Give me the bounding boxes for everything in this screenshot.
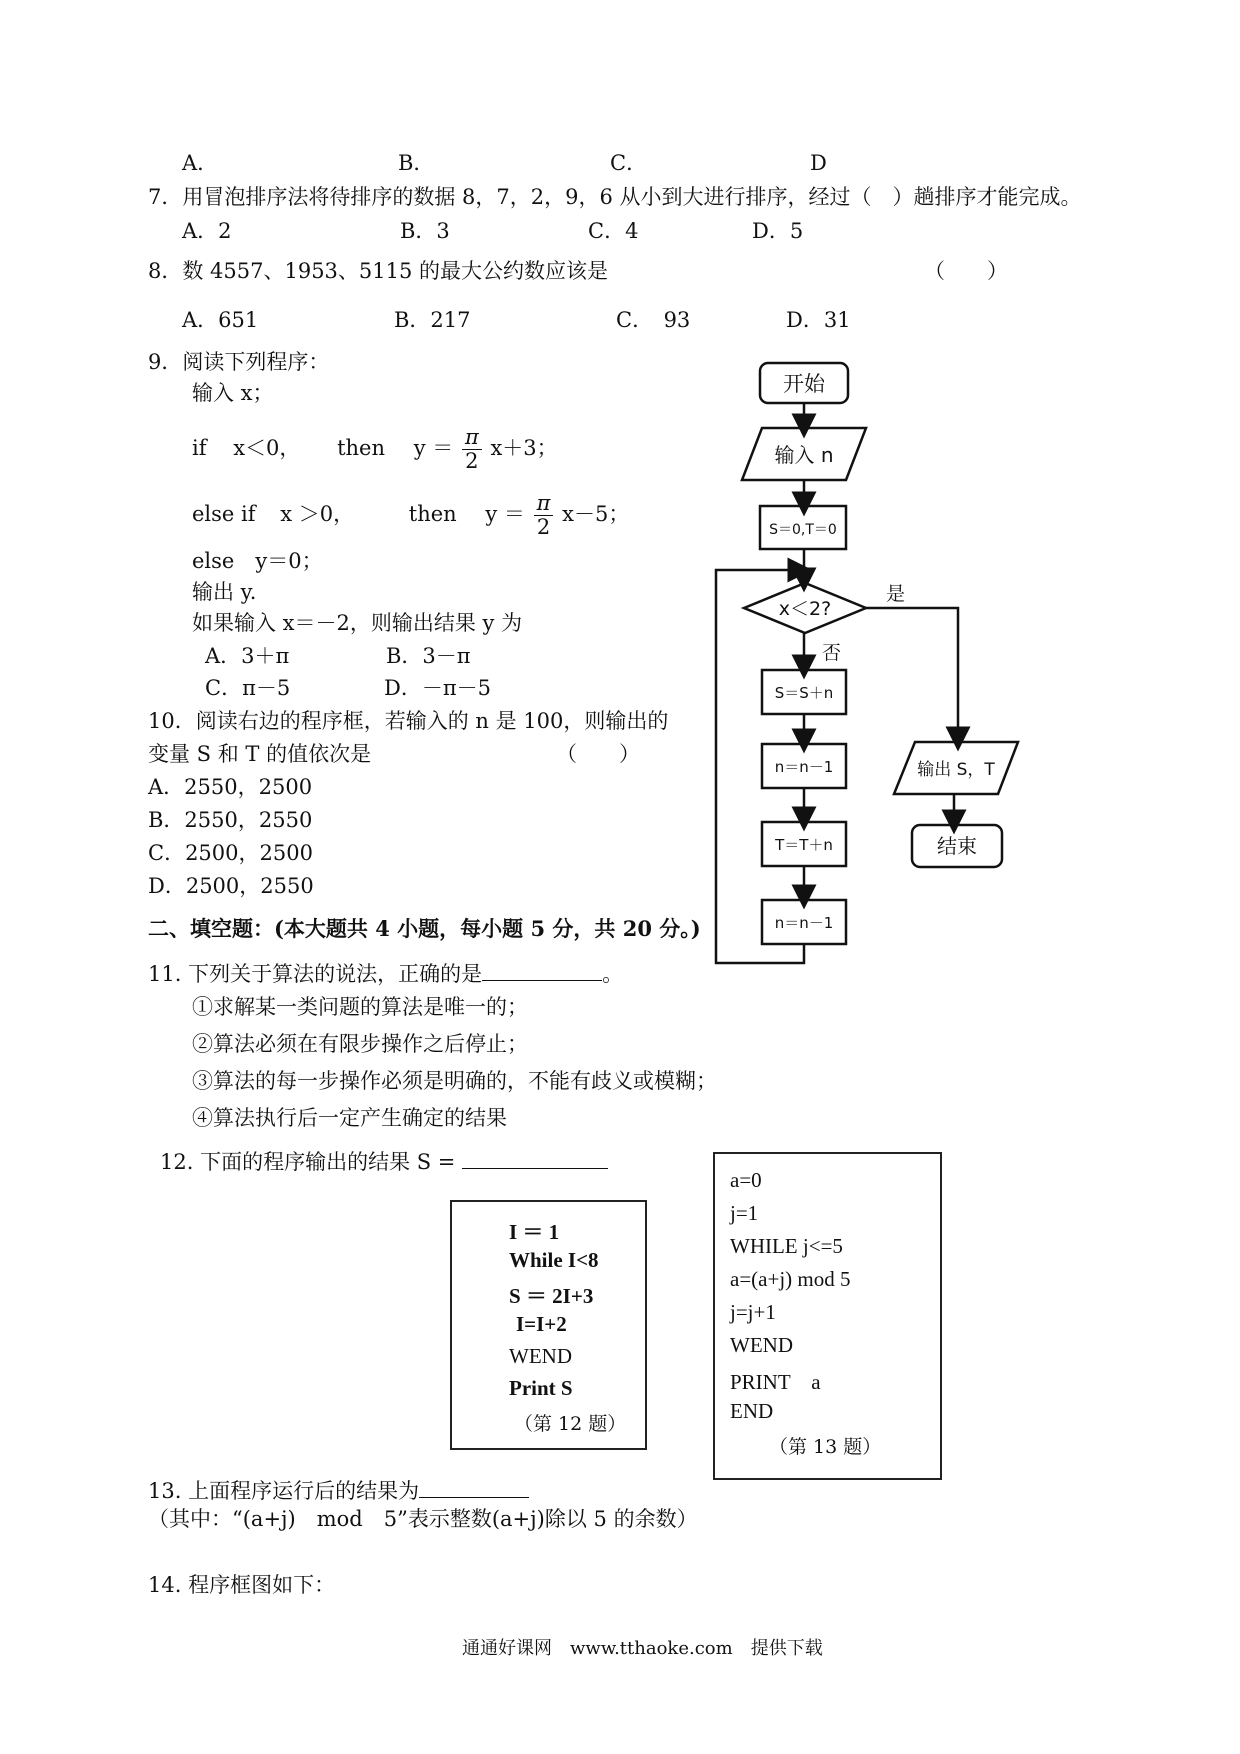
q12-code-line: S ＝ 2I+3 bbox=[509, 1284, 594, 1308]
q12-code-line: WEND bbox=[509, 1344, 572, 1368]
q6-option-b: B． bbox=[398, 151, 435, 175]
q13-code-line: j=j+1 bbox=[730, 1300, 776, 1324]
q11-option-1: ①求解某一类问题的算法是唯一的； bbox=[192, 995, 528, 1019]
q13-code-line: a=(a+j) mod 5 bbox=[730, 1267, 851, 1291]
q10-answer-paren: （ ） bbox=[556, 742, 640, 766]
pi-over-two-fraction: $\frac{\pi}{2}$ bbox=[462, 426, 482, 473]
flowchart-step4-label: n＝n－1 bbox=[774, 914, 834, 932]
q13-code-line: PRINT a bbox=[730, 1370, 821, 1394]
q7-option-d: D．5 bbox=[752, 219, 804, 243]
q9-line-input: 输入 x； bbox=[192, 381, 274, 405]
q13-code-line: END bbox=[730, 1399, 774, 1423]
q9-question: 如果输入 x＝－2，则输出结果 y 为 bbox=[192, 611, 523, 635]
q13-stem: 13. 上面程序运行后的结果为 bbox=[148, 1475, 529, 1505]
q9-line-else-if: else if x ＞0， then y ＝ $\frac{\pi}{2}$ x－5； bbox=[192, 490, 630, 539]
q13-code-line: WEND bbox=[730, 1333, 793, 1357]
q13-note: （其中：“(a+j) mod 5”表示整数(a+j)除以 5 的余数） bbox=[148, 1507, 698, 1531]
q9-line-else: else y＝0； bbox=[192, 549, 323, 573]
flowchart-output-label: 输出 S，T bbox=[917, 760, 995, 780]
flowchart-condition-label: x＜2? bbox=[778, 598, 832, 620]
q7-option-c: C．4 bbox=[588, 219, 639, 243]
flowchart-input-label: 输入 n bbox=[774, 443, 834, 467]
flowchart-init-label: S＝0,T＝0 bbox=[769, 522, 837, 538]
q12-code-line: I=I+2 bbox=[516, 1312, 567, 1336]
flowchart-step2-label: n＝n－1 bbox=[774, 758, 834, 776]
q8-option-a: A．651 bbox=[182, 308, 259, 332]
q10-stem-line1: 10．阅读右边的程序框，若输入的 n 是 100，则输出的 bbox=[148, 709, 669, 733]
q9-line-output: 输出 y. bbox=[192, 580, 257, 604]
q11-option-4: ④算法执行后一定产生确定的结果 bbox=[192, 1106, 507, 1130]
q11-answer-blank bbox=[482, 962, 602, 981]
q12-code-line: While I<8 bbox=[509, 1248, 599, 1272]
q10-stem-line2: 变量 S 和 T 的值依次是 bbox=[148, 742, 372, 766]
q13-answer-blank bbox=[419, 1479, 529, 1498]
q8-option-d: D．31 bbox=[786, 308, 851, 332]
q10-option-c: C．2500，2500 bbox=[148, 841, 313, 865]
q8-answer-paren: （ ） bbox=[924, 259, 1008, 283]
q6-option-d: D bbox=[810, 151, 827, 175]
q6-option-a: A． bbox=[182, 151, 219, 175]
q12-caption: （第 12 题） bbox=[514, 1413, 627, 1435]
q13-code-box bbox=[713, 1152, 942, 1480]
flowchart-step1-label: S＝S＋n bbox=[774, 684, 834, 702]
flowchart-step3-label: T＝T＋n bbox=[775, 836, 833, 854]
flowchart-start-label: 开始 bbox=[783, 372, 825, 396]
q12-code-line: I ＝ 1 bbox=[509, 1220, 560, 1244]
q14-stem: 14. 程序框图如下： bbox=[148, 1573, 336, 1597]
q10-option-b: B．2550，2550 bbox=[148, 808, 313, 832]
q9-option-b: B．3－π bbox=[386, 644, 471, 668]
q13-code-line: WHILE j<=5 bbox=[730, 1234, 843, 1258]
q7-option-a: A．2 bbox=[182, 219, 232, 243]
q12-answer-blank bbox=[462, 1150, 608, 1169]
q9-line-if: if x＜0， then y ＝ $\frac{\pi}{2}$ x＋3； bbox=[192, 424, 558, 473]
q8-stem: 8．数 4557、1953、5115 的最大公约数应该是 bbox=[148, 259, 609, 283]
flowchart-no-label: 否 bbox=[822, 642, 842, 664]
q13-code-line: j=1 bbox=[730, 1201, 759, 1225]
q9-option-a: A．3＋π bbox=[205, 644, 290, 668]
page-footer: 通通好课网 www.tthaoke.com 提供下载 bbox=[462, 1638, 823, 1659]
q9-option-c: C．π－5 bbox=[205, 676, 291, 700]
q11-option-3: ③算法的每一步操作必须是明确的，不能有歧义或模糊； bbox=[192, 1069, 717, 1093]
q11-option-2: ②算法必须在有限步操作之后停止； bbox=[192, 1032, 528, 1056]
q12-code-line: Print S bbox=[509, 1376, 573, 1400]
q8-option-c: C． 93 bbox=[616, 308, 691, 332]
q13-caption: （第 13 题） bbox=[769, 1436, 882, 1458]
q12-code-box bbox=[450, 1200, 647, 1450]
q9-stem: 9．阅读下列程序： bbox=[148, 350, 330, 374]
q12-stem: 12. 下面的程序输出的结果 S = bbox=[160, 1146, 608, 1176]
q9-option-d: D．－π－5 bbox=[384, 676, 491, 700]
flowchart-yes-label: 是 bbox=[886, 583, 906, 605]
q10-option-a: A．2550，2500 bbox=[148, 775, 313, 799]
pi-over-two-fraction: $\frac{\pi}{2}$ bbox=[534, 492, 554, 539]
q7-stem: 7．用冒泡排序法将待排序的数据 8，7，2，9，6 从小到大进行排序，经过（ ）趟排序才能完成。 bbox=[148, 185, 1082, 209]
q11-stem: 11. 下列关于算法的说法，正确的是 。 bbox=[148, 962, 624, 986]
q7-option-b: B．3 bbox=[400, 219, 450, 243]
flowchart-end-label: 结束 bbox=[937, 834, 977, 858]
q8-option-b: B．217 bbox=[394, 308, 471, 332]
section-2-heading: 二、填空题：(本大题共 4 小题，每小题 5 分，共 20 分。) bbox=[148, 916, 701, 941]
q10-option-d: D．2500，2550 bbox=[148, 874, 314, 898]
q13-code-line: a=0 bbox=[730, 1168, 762, 1192]
q6-option-c: C． bbox=[610, 151, 648, 175]
